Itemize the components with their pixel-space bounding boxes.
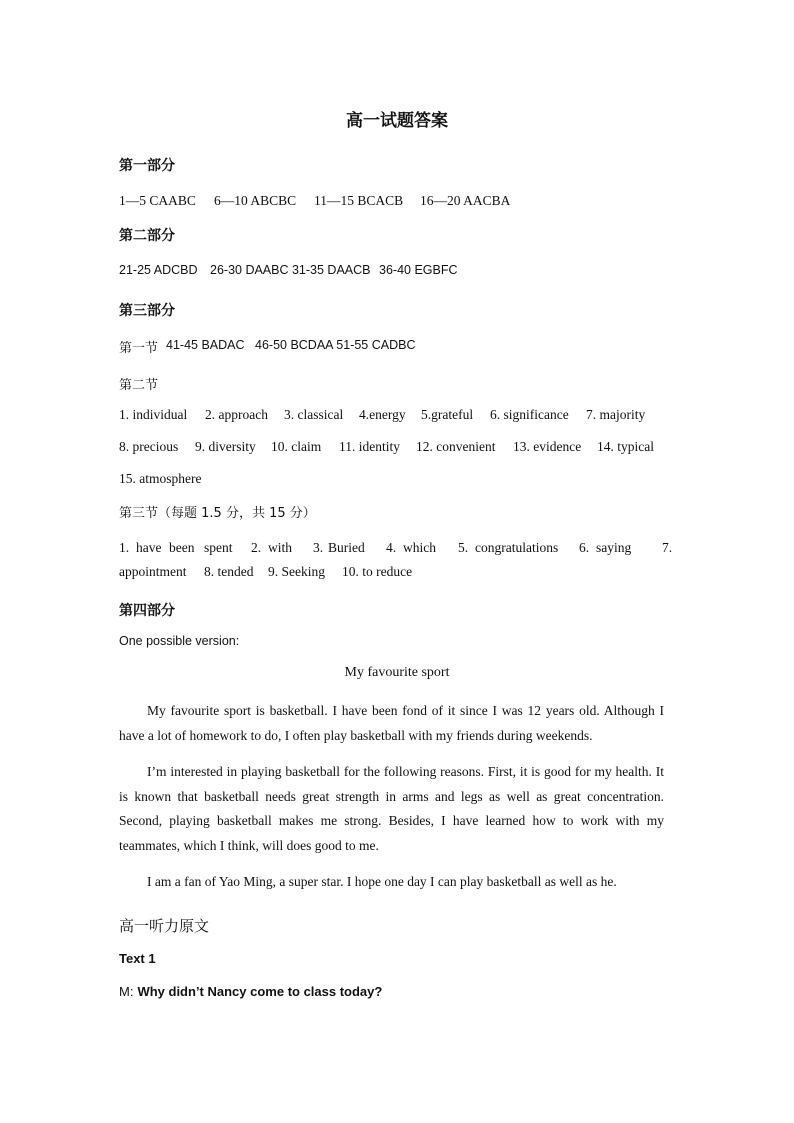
answer-group: 16—20 AACBA bbox=[420, 193, 511, 208]
section2-label: 第二节 bbox=[119, 378, 159, 393]
dialogue-line bbox=[119, 983, 382, 1001]
answer-word: with bbox=[268, 540, 293, 555]
answer-number: 1. bbox=[119, 540, 130, 555]
answer-group: 41-45 BADAC bbox=[166, 338, 245, 352]
vocab-answer: 12. convenient bbox=[416, 439, 496, 454]
answer-group: 11—15 BCACB bbox=[314, 193, 404, 208]
vocab-answer: 9. diversity bbox=[195, 439, 256, 454]
answer-number: 5. bbox=[458, 540, 469, 555]
answer-group: 36-40 EGBFC bbox=[379, 263, 458, 277]
dialogue-text: Why didn’t Nancy come to class today? bbox=[137, 984, 383, 999]
answer-word: Buried bbox=[328, 540, 365, 555]
vocab-answer: 13. evidence bbox=[513, 439, 582, 454]
vocab-answer: 5.grateful bbox=[421, 407, 474, 422]
answer-word: spent bbox=[204, 540, 233, 555]
essay-paragraph: My favourite sport is basketball. I have been fond of it since I was 12 years old. Although I have a lot of homework to do, I often play basketball with my friends during weekends. bbox=[119, 703, 664, 743]
answer-number: 6. bbox=[579, 540, 590, 555]
vocab-answer: 8. precious bbox=[119, 439, 179, 454]
answer-group: 26-30 DAABC 31-35 DAACB bbox=[210, 263, 371, 277]
answer-group: 6—10 ABCBC bbox=[214, 193, 297, 208]
part3-heading: 第三部分 bbox=[119, 303, 175, 319]
answer-word: 10. to reduce bbox=[342, 564, 413, 579]
essay-title: My favourite sport bbox=[344, 665, 450, 680]
answer-word: which bbox=[403, 540, 436, 555]
section3-label: 第三节（每题 1.5 分，共 15 分） bbox=[119, 506, 316, 521]
answer-word: appointment bbox=[119, 564, 187, 579]
page-title: 高一试题答案 bbox=[346, 111, 448, 131]
part2-heading: 第二部分 bbox=[119, 228, 175, 244]
answer-word: been bbox=[169, 540, 195, 555]
vocab-answer: 10. claim bbox=[271, 439, 322, 454]
vocab-answer: 1. individual bbox=[119, 407, 188, 422]
answer-word: saying bbox=[596, 540, 632, 555]
answer-number: 3. bbox=[313, 540, 324, 555]
answer-word: 9. Seeking bbox=[268, 564, 325, 579]
answer-number: 4. bbox=[386, 540, 397, 555]
answer-word: have bbox=[136, 540, 162, 555]
vocab-answer: 4.energy bbox=[359, 407, 406, 422]
answer-number: 7. bbox=[662, 540, 673, 555]
answer-number: 2. bbox=[251, 540, 262, 555]
answer-word: congratulations bbox=[475, 540, 559, 555]
vocab-answer: 11. identity bbox=[339, 439, 400, 454]
part4-heading: 第四部分 bbox=[119, 603, 175, 619]
vocab-answer: 15. atmosphere bbox=[119, 471, 202, 486]
listening-heading: 高一听力原文 bbox=[119, 917, 210, 935]
answer-group: 21-25 ADCBD bbox=[119, 263, 198, 277]
vocab-answer: 14. typical bbox=[597, 439, 654, 454]
speaker-label: M: bbox=[119, 984, 134, 999]
essay-paragraph: I’m interested in playing basketball for the following reasons. First, it is good for my health. It is known that basketball needs great strength in arms and legs as well as great concentration. Second, playing basketball makes me strong. Besides, I have learned how to work with my teammates, which I think, will does good to me. bbox=[119, 764, 664, 853]
essay-paragraph: I am a fan of Yao Ming, a super star. I hope one day I can play basketball as well as he. bbox=[147, 874, 617, 889]
answer-group: 1—5 CAABC bbox=[119, 193, 196, 208]
part1-heading: 第一部分 bbox=[119, 158, 175, 174]
vocab-answer: 7. majority bbox=[586, 407, 646, 422]
essay-intro: One possible version: bbox=[119, 634, 240, 648]
section-label: 第一节 bbox=[119, 341, 159, 356]
answer-word: 8. tended bbox=[204, 564, 254, 579]
text-label: Text 1 bbox=[119, 951, 156, 966]
vocab-answer: 6. significance bbox=[490, 407, 569, 422]
vocab-answer: 2. approach bbox=[205, 407, 268, 422]
answer-group: 46-50 BCDAA 51-55 CADBC bbox=[255, 338, 416, 352]
vocab-answer: 3. classical bbox=[284, 407, 344, 422]
